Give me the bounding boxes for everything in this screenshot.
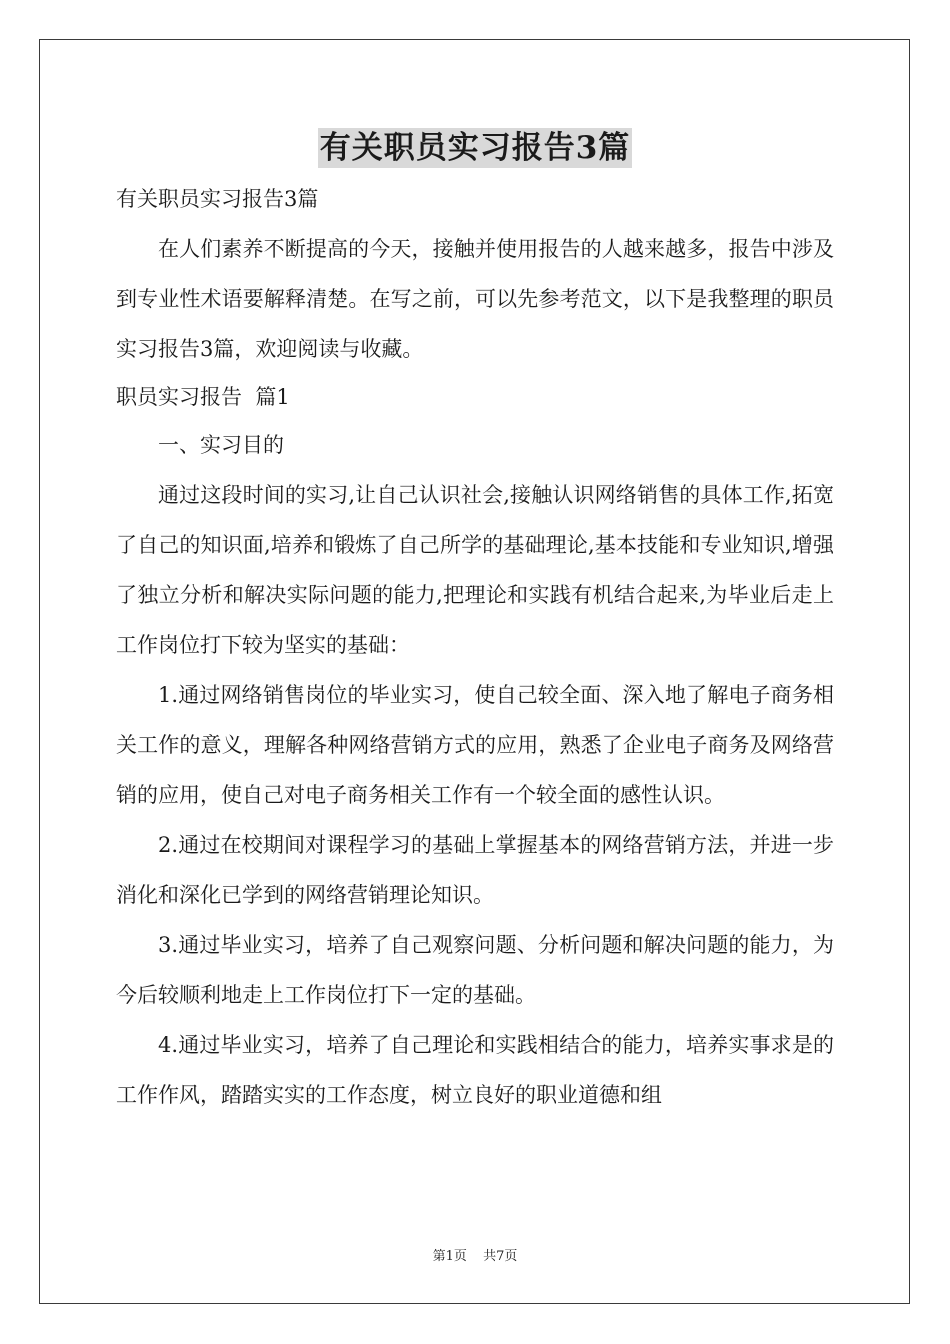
document-title: 有关职员实习报告3篇: [319, 130, 631, 166]
title-container: [0, 128, 950, 168]
body-paragraph-5: 4.通过毕业实习，培养了自己理论和实践相结合的能力，培养实事求是的工作作风，踏踏实实的工作态度，树立良好的职业道德和组: [116, 1033, 834, 1107]
page-total: 共7页: [483, 1249, 518, 1264]
body-paragraph-3: 2.通过在校期间对课程学习的基础上掌握基本的网络营销方法，并进一步消化和深化已学到的网络营销理论知识。: [116, 833, 834, 907]
body-paragraph-2: 1.通过网络销售岗位的毕业实习，使自己较全面、深入地了解电子商务相关工作的意义，理解各种网络营销方式的应用，熟悉了企业电子商务及网络营销的应用，使自己对电子商务相关工作有一个较全面的感性认识。: [116, 683, 834, 807]
body-paragraph-4: 3.通过毕业实习，培养了自己观察问题、分析问题和解决问题的能力，为今后较顺利地走上工作岗位打下一定的基础。: [116, 933, 834, 1007]
page-number: 第1页: [432, 1249, 467, 1264]
document-body: [116, 180, 834, 1120]
purpose-heading: 一、实习目的: [158, 433, 284, 457]
intro-paragraph: 在人们素养不断提高的今天，接触并使用报告的人越来越多，报告中涉及到专业性术语要解释清楚。在写之前，可以先参考范文，以下是我整理的职员实习报告3篇，欢迎阅读与收藏。: [116, 237, 834, 361]
page-footer: [0, 1245, 950, 1264]
section-heading: 职员实习报告 篇1: [116, 385, 290, 409]
document-subtitle: 有关职员实习报告3篇: [116, 187, 319, 211]
body-paragraph-1: 通过这段时间的实习,让自己认识社会,接触认识网络销售的具体工作,拓宽了自己的知识面,培养和锻炼了自己所学的基础理论,基本技能和专业知识,增强了独立分析和解决实际问题的能力,把理论和实践有机结合起来,为毕业后走上工作岗位打下较为坚实的基础：: [116, 483, 834, 657]
